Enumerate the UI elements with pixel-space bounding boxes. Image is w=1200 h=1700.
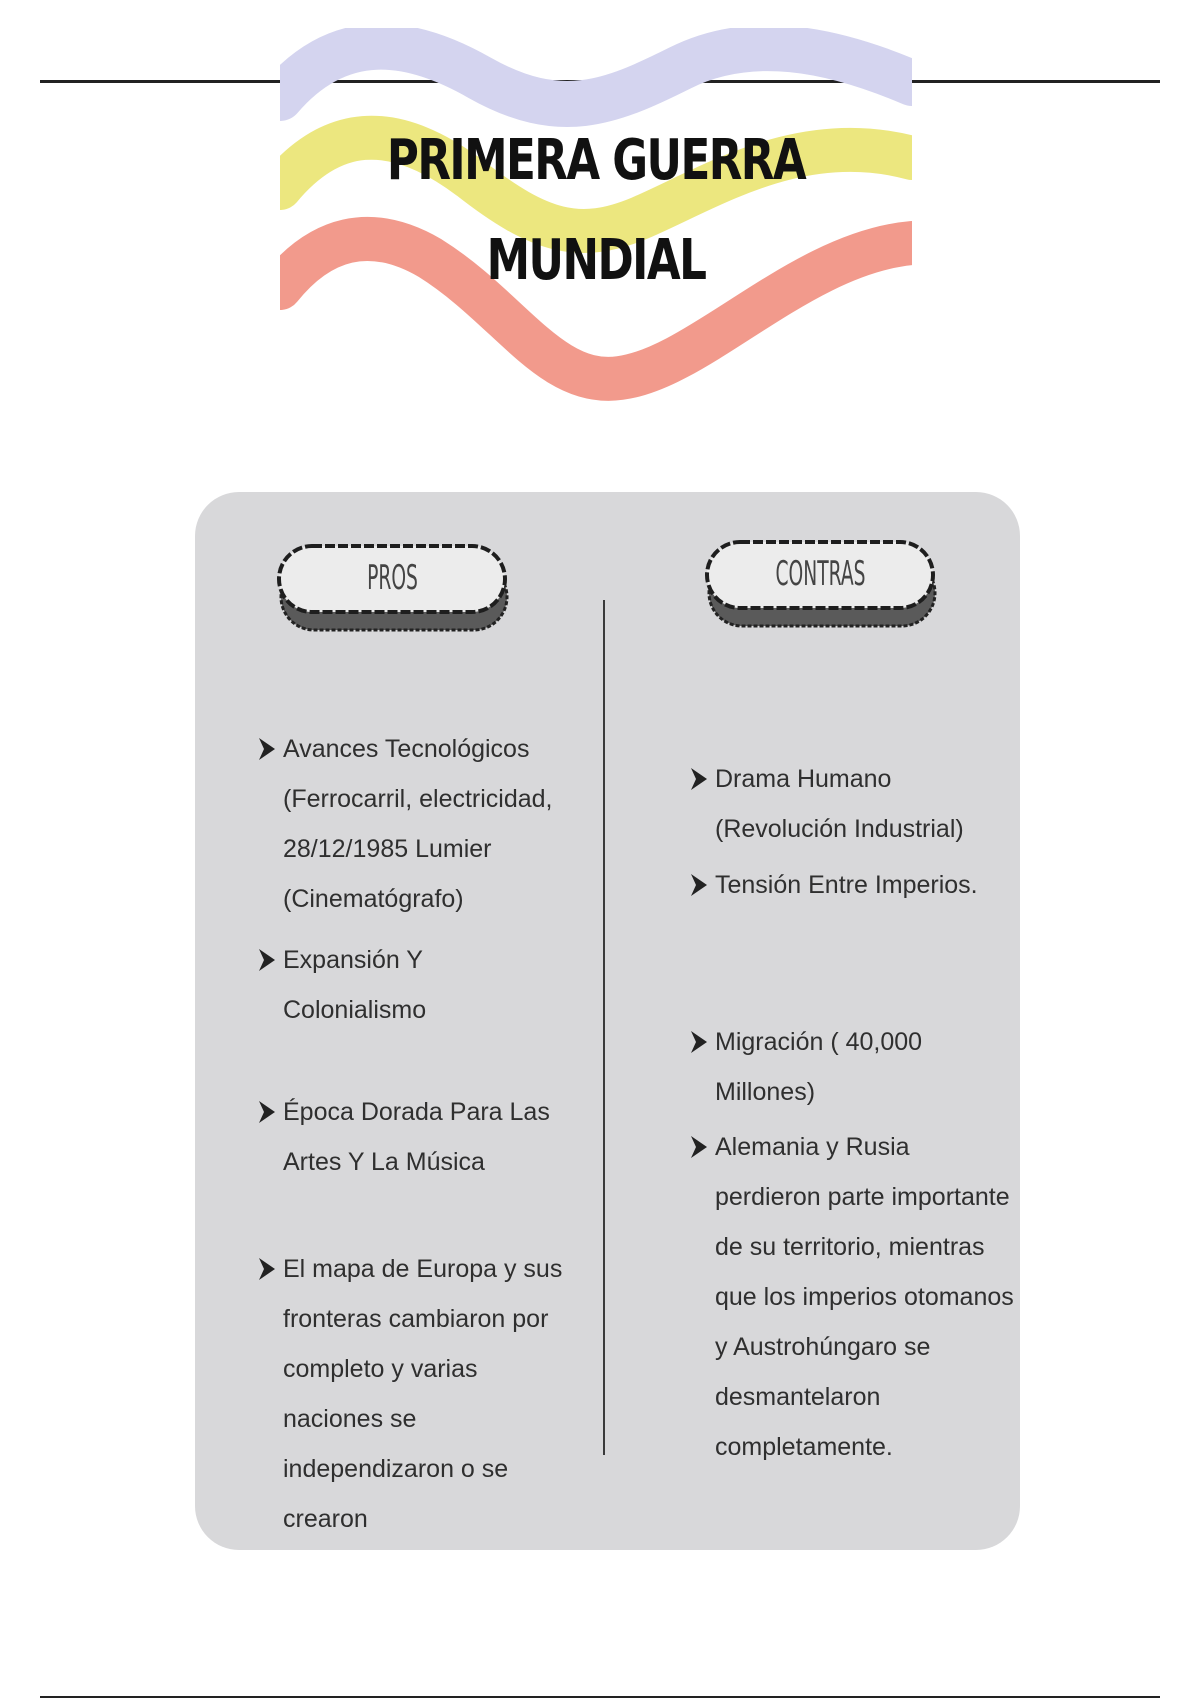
arrow-bullet-icon xyxy=(687,754,711,804)
list-item xyxy=(687,1122,1017,1472)
arrow-bullet-icon xyxy=(687,1017,711,1067)
page-title-line1: PRIMERA GUERRA xyxy=(386,128,806,193)
arrow-bullet-icon xyxy=(687,860,711,910)
pros-contras-panel xyxy=(195,492,1020,1550)
arrow-bullet-icon xyxy=(255,724,279,774)
pros-item-text: Época Dorada Para Las Artes Y La Música xyxy=(283,1098,550,1176)
list-item xyxy=(687,754,1017,854)
bottom-rule xyxy=(40,1696,1160,1698)
pros-heading: PROS xyxy=(367,558,418,598)
list-item xyxy=(687,860,1017,910)
contras-item-text: Migración ( 40,000 Millones) xyxy=(715,1028,923,1106)
arrow-bullet-icon xyxy=(255,1244,279,1294)
contras-item-text: Drama Humano (Revolución Industrial) xyxy=(715,765,964,843)
list-item xyxy=(255,724,565,924)
list-item xyxy=(687,1017,1017,1117)
pros-item-text: Avances Tecnológicos (Ferrocarril, electricidad, 28/12/1985 Lumier (Cinematógrafo) xyxy=(283,735,553,913)
arrow-bullet-icon xyxy=(255,935,279,985)
contras-item-text: Tensión Entre Imperios. xyxy=(715,871,978,899)
column-divider xyxy=(603,600,605,1455)
page-title-line2: MUNDIAL xyxy=(486,228,706,293)
contras-item-text: Alemania y Rusia perdieron parte importante de su territorio, mientras que los imperios otomanos y Austrohúngaro se desmantelaron completamente. xyxy=(715,1133,1014,1461)
pros-heading-badge xyxy=(275,540,515,638)
contras-heading: CONTRAS xyxy=(775,554,866,594)
arrow-bullet-icon xyxy=(687,1122,711,1172)
pros-item-text: El mapa de Europa y sus fronteras cambiaron por completo y varias naciones se independizaron o se crearon xyxy=(283,1255,563,1533)
list-item xyxy=(255,1087,565,1187)
arrow-bullet-icon xyxy=(255,1087,279,1137)
list-item xyxy=(255,935,565,1035)
contras-heading-badge xyxy=(703,536,943,634)
pros-item-text: Expansión Y Colonialismo xyxy=(283,946,427,1024)
title-banner xyxy=(280,28,912,438)
list-item xyxy=(255,1244,565,1544)
